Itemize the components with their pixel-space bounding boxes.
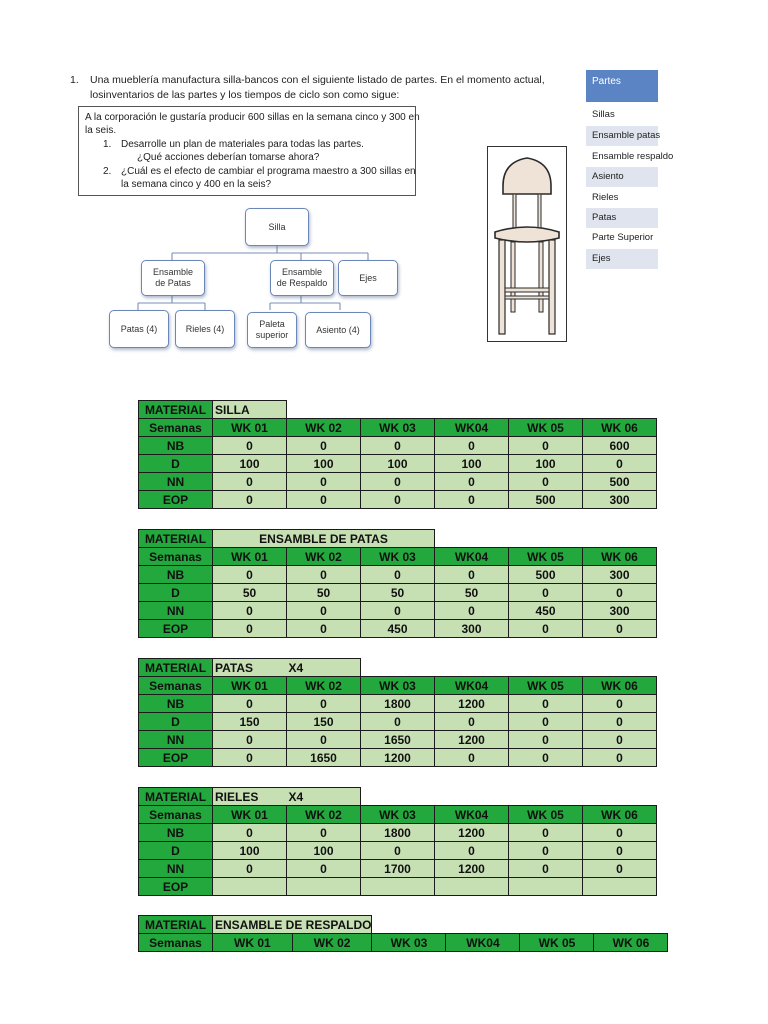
table-cell: 100 (509, 455, 583, 473)
table-cell: 300 (583, 602, 657, 620)
parts-list-item: Sillas (592, 109, 615, 120)
week-header: WK 06 (583, 419, 657, 437)
table-cell: 0 (287, 566, 361, 584)
week-header: WK 03 (361, 677, 435, 695)
week-header: WK 03 (372, 934, 446, 952)
material-name: PATAS (213, 659, 287, 677)
tree-node-silla: Silla (245, 208, 309, 246)
table-cell: 0 (435, 566, 509, 584)
material-label: MATERIAL (139, 916, 213, 934)
table-header-row (139, 934, 668, 952)
row-label: NB (139, 437, 213, 455)
table-cell: 0 (509, 437, 583, 455)
week-header: WK 02 (287, 548, 361, 566)
week-header: WK 01 (213, 548, 287, 566)
table-cell (213, 878, 287, 896)
table-cell: 0 (361, 473, 435, 491)
row-label: NB (139, 695, 213, 713)
item-2-line-1: ¿Cuál es el efecto de cambiar el programa maestro a 300 sillas en (121, 166, 416, 177)
row-label: EOP (139, 878, 213, 896)
row-label: NN (139, 602, 213, 620)
table-cell: 0 (509, 620, 583, 638)
table-cell: 0 (509, 695, 583, 713)
item-1-line-2: ¿Qué acciones deberían tomarse ahora? (137, 152, 320, 163)
table-cell: 0 (361, 842, 435, 860)
bar-stool-image (487, 146, 567, 342)
material-label: MATERIAL (139, 788, 213, 806)
parts-list-item: Ensamble respaldo (592, 151, 674, 162)
table-cell: 50 (213, 584, 287, 602)
row-label: D (139, 584, 213, 602)
row-label: EOP (139, 491, 213, 509)
row-label: D (139, 455, 213, 473)
table-header-row (139, 677, 657, 695)
row-label: EOP (139, 620, 213, 638)
table-cell (435, 878, 509, 896)
problem-box (78, 106, 420, 196)
table-cell: 0 (361, 437, 435, 455)
material-multiplier: X4 (287, 659, 361, 677)
week-header: WK 06 (583, 677, 657, 695)
table-cell: 0 (287, 824, 361, 842)
parts-list-item: Parte Superior (592, 232, 654, 243)
table-cell: 0 (509, 824, 583, 842)
table-material-row (139, 530, 657, 548)
week-header: WK04 (435, 677, 509, 695)
table-row (139, 602, 657, 620)
table-cell: 0 (213, 824, 287, 842)
material-multiplier: X4 (287, 788, 361, 806)
item-1-number: 1. (103, 139, 112, 150)
mrp-table-rieles (138, 787, 657, 896)
table-cell: 0 (287, 437, 361, 455)
table-cell: 1200 (361, 749, 435, 767)
table-cell: 100 (213, 455, 287, 473)
table-cell: 0 (287, 731, 361, 749)
table-cell: 0 (583, 455, 657, 473)
table-cell: 0 (583, 620, 657, 638)
semanas-label: Semanas (139, 677, 213, 695)
table-cell: 0 (287, 860, 361, 878)
table-cell: 0 (435, 437, 509, 455)
table-row (139, 437, 657, 455)
week-header: WK 02 (287, 677, 361, 695)
problem-number: 1. (70, 74, 79, 86)
table-cell: 0 (213, 749, 287, 767)
table-cell: 0 (509, 860, 583, 878)
table-cell: 0 (287, 473, 361, 491)
parts-list-item: Patas (586, 208, 658, 228)
mrp-table-silla (138, 400, 657, 509)
table-row (139, 860, 657, 878)
week-header: WK 05 (509, 419, 583, 437)
table-cell: 0 (583, 749, 657, 767)
row-label: NB (139, 824, 213, 842)
table-cell: 1200 (435, 695, 509, 713)
table-cell: 0 (213, 473, 287, 491)
table-cell: 1200 (435, 731, 509, 749)
table-cell: 450 (361, 620, 435, 638)
box-line-1: A la corporación le gustaría producir 600 sillas en la semana cinco y 300 en (85, 112, 420, 123)
week-header: WK04 (446, 934, 520, 952)
table-header-row (139, 419, 657, 437)
week-header: WK 02 (287, 419, 361, 437)
week-header: WK 02 (292, 934, 372, 952)
table-cell: 0 (287, 695, 361, 713)
week-header: WK04 (435, 806, 509, 824)
parts-list-item: Rieles (592, 192, 619, 203)
item-1-line-1: Desarrolle un plan de materiales para todas las partes. (121, 139, 364, 150)
tree-node-asiento: Asiento (4) (305, 312, 371, 348)
table-row (139, 473, 657, 491)
table-cell: 0 (435, 842, 509, 860)
row-label: D (139, 842, 213, 860)
table-cell: 300 (583, 491, 657, 509)
table-row (139, 566, 657, 584)
parts-list-header: Partes (586, 70, 658, 102)
week-header: WK 01 (213, 419, 287, 437)
table-row (139, 695, 657, 713)
table-cell: 0 (509, 473, 583, 491)
semanas-label: Semanas (139, 934, 213, 952)
row-label: NN (139, 860, 213, 878)
week-header: WK 06 (594, 934, 668, 952)
table-cell: 100 (287, 455, 361, 473)
table-cell: 0 (213, 860, 287, 878)
table-cell: 0 (509, 713, 583, 731)
box-line-2: la seis. (85, 125, 117, 136)
table-row (139, 731, 657, 749)
semanas-label: Semanas (139, 548, 213, 566)
table-cell: 0 (213, 620, 287, 638)
week-header: WK04 (435, 548, 509, 566)
table-cell: 1800 (361, 824, 435, 842)
table-cell: 0 (509, 584, 583, 602)
table-row (139, 620, 657, 638)
week-header: WK 02 (287, 806, 361, 824)
table-cell: 0 (509, 842, 583, 860)
table-cell: 0 (287, 491, 361, 509)
table-cell: 50 (361, 584, 435, 602)
tree-node-patas: Patas (4) (109, 310, 169, 348)
table-cell: 0 (435, 473, 509, 491)
table-cell: 0 (361, 566, 435, 584)
mrp-table-ensamble-respaldo (138, 915, 668, 952)
week-header: WK 01 (213, 934, 293, 952)
mrp-table-patas (138, 658, 657, 767)
table-cell: 1700 (361, 860, 435, 878)
week-header: WK 05 (520, 934, 594, 952)
week-header: WK 05 (509, 806, 583, 824)
table-cell: 0 (213, 695, 287, 713)
row-label: NN (139, 473, 213, 491)
table-row (139, 491, 657, 509)
item-2-line-2: la semana cinco y 400 en la seis? (121, 179, 272, 190)
table-row (139, 878, 657, 896)
table-cell: 0 (213, 566, 287, 584)
table-cell: 1800 (361, 695, 435, 713)
table-cell: 50 (287, 584, 361, 602)
table-cell: 100 (287, 842, 361, 860)
table-cell (583, 878, 657, 896)
table-cell: 0 (361, 713, 435, 731)
material-name: SILLA (213, 401, 287, 419)
table-cell: 1650 (361, 731, 435, 749)
table-row (139, 749, 657, 767)
week-header: WK 05 (509, 548, 583, 566)
material-name: ENSAMBLE DE PATAS (213, 530, 435, 548)
parts-list-panel (586, 70, 674, 273)
week-header: WK 03 (361, 548, 435, 566)
table-cell: 1200 (435, 860, 509, 878)
parts-list-item: Asiento (586, 167, 658, 187)
table-cell: 0 (509, 749, 583, 767)
mrp-table-ensamble-patas (138, 529, 657, 638)
tree-node-ejes: Ejes (338, 260, 398, 296)
table-cell: 0 (583, 695, 657, 713)
table-cell: 0 (583, 824, 657, 842)
table-cell: 0 (213, 437, 287, 455)
table-cell (361, 878, 435, 896)
semanas-label: Semanas (139, 419, 213, 437)
table-header-row (139, 806, 657, 824)
week-header: WK 01 (213, 806, 287, 824)
week-header: WK 03 (361, 419, 435, 437)
table-cell: 450 (509, 602, 583, 620)
table-cell: 300 (583, 566, 657, 584)
table-material-row (139, 916, 668, 934)
table-cell: 0 (213, 491, 287, 509)
table-material-row (139, 401, 657, 419)
table-cell: 300 (435, 620, 509, 638)
week-header: WK 01 (213, 677, 287, 695)
table-cell: 500 (583, 473, 657, 491)
tree-node-rieles: Rieles (4) (175, 310, 235, 348)
tree-node-ensamble-patas: Ensamble de Patas (141, 260, 205, 296)
parts-list-item: Ensamble patas (586, 126, 658, 146)
table-cell: 0 (287, 602, 361, 620)
table-cell: 100 (213, 842, 287, 860)
table-material-row (139, 788, 657, 806)
table-cell: 0 (435, 602, 509, 620)
semanas-label: Semanas (139, 806, 213, 824)
table-cell: 0 (583, 860, 657, 878)
table-cell: 0 (213, 731, 287, 749)
table-cell: 0 (361, 602, 435, 620)
table-cell: 1200 (435, 824, 509, 842)
material-label: MATERIAL (139, 659, 213, 677)
material-label: MATERIAL (139, 401, 213, 419)
table-cell: 0 (583, 731, 657, 749)
parts-list-item: Ejes (586, 249, 658, 269)
table-cell: 0 (287, 620, 361, 638)
table-cell: 0 (435, 713, 509, 731)
table-cell: 150 (287, 713, 361, 731)
row-label: NN (139, 731, 213, 749)
table-cell (287, 878, 361, 896)
table-cell: 150 (213, 713, 287, 731)
tree-node-ensamble-respaldo: Ensamble de Respaldo (270, 260, 334, 296)
week-header: WK04 (435, 419, 509, 437)
week-header: WK 06 (583, 548, 657, 566)
problem-line-1: Una mueblería manufactura silla-bancos con el siguiente listado de partes. En el momento actual, (90, 74, 545, 86)
week-header: WK 03 (361, 806, 435, 824)
table-header-row (139, 548, 657, 566)
row-label: EOP (139, 749, 213, 767)
table-cell: 0 (509, 731, 583, 749)
material-name: RIELES (213, 788, 287, 806)
tree-node-paleta-superior: Paleta superior (247, 312, 297, 348)
row-label: NB (139, 566, 213, 584)
week-header: WK 05 (509, 677, 583, 695)
table-row (139, 455, 657, 473)
table-cell: 600 (583, 437, 657, 455)
table-row (139, 824, 657, 842)
table-cell: 1650 (287, 749, 361, 767)
table-cell: 100 (435, 455, 509, 473)
table-cell (509, 878, 583, 896)
table-cell: 0 (583, 584, 657, 602)
material-name: ENSAMBLE DE RESPALDO (213, 916, 372, 934)
table-material-row (139, 659, 657, 677)
table-cell: 0 (361, 491, 435, 509)
row-label: D (139, 713, 213, 731)
table-cell: 0 (213, 602, 287, 620)
table-cell: 0 (435, 749, 509, 767)
table-cell: 50 (435, 584, 509, 602)
table-cell: 500 (509, 566, 583, 584)
problem-line-2: losinventarios de las partes y los tiempos de ciclo son como sigue: (90, 89, 400, 101)
table-row (139, 713, 657, 731)
table-cell: 0 (583, 842, 657, 860)
week-header: WK 06 (583, 806, 657, 824)
table-cell: 0 (435, 491, 509, 509)
table-cell: 0 (583, 713, 657, 731)
material-label: MATERIAL (139, 530, 213, 548)
table-cell: 500 (509, 491, 583, 509)
table-row (139, 584, 657, 602)
table-row (139, 842, 657, 860)
table-cell: 100 (361, 455, 435, 473)
item-2-number: 2. (103, 166, 112, 177)
